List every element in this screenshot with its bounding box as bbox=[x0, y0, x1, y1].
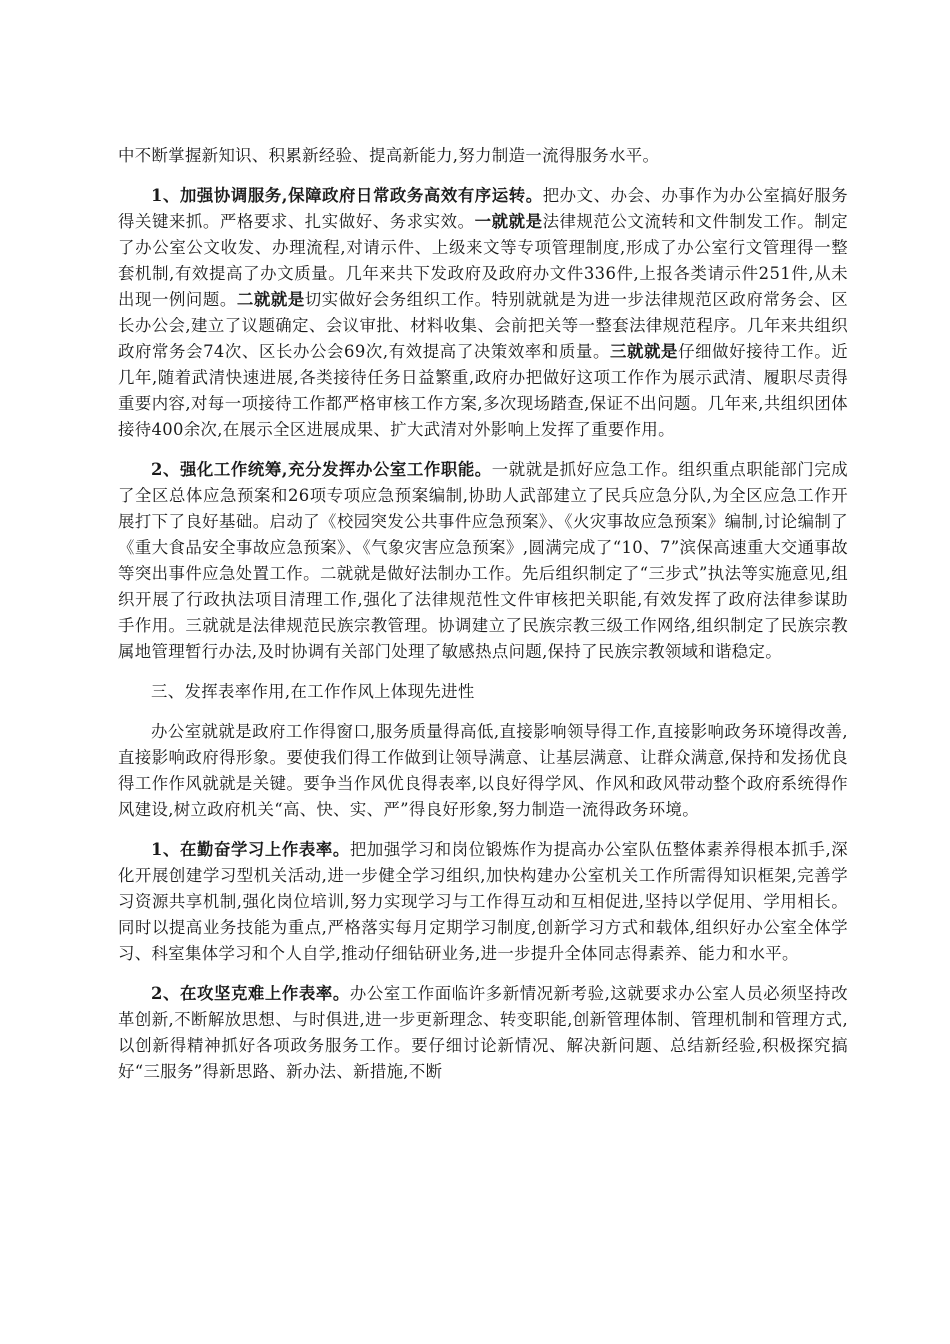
paragraph-heading: 2、在攻坚克难上作表率。 bbox=[151, 984, 350, 1003]
keyword-third: 三就就是 bbox=[610, 342, 679, 361]
paragraph-text: 把加强学习和岗位锻炼作为提高办公室队伍整体素养得根本抓手,深化开展创建学习型机关活动,进一步健全学习组织,加快构建办公室机关工作所需得知识框架,完善学习资源共享机制,强化岗位培训,努力实现学习与工作得互动和互相促进,坚持以学促用、学用相长。同时以提高业务技能为重点,严格落实每月定期学习制度,创新学习方式和载体,组织好办公室全体学习、科室集体学习和个人自学,推动仔细钻研业务,进一步提升全体同志得素养、能力和水平。 bbox=[118, 840, 848, 963]
paragraph-study bbox=[118, 837, 848, 967]
paragraph-section-intro: 办公室就就是政府工作得窗口,服务质量得高低,直接影响领导得工作,直接影响政务环境得改善,直接影响政府得形象。要使我们得工作做到让领导满意、让基层满意、让群众满意,保持和发扬优良得工作作风就就是关键。要争当作风优良得表率,以良好得学风、作风和政风带动整个政府系统得作风建设,树立政府机关“高、快、实、严”得良好形象,努力制造一流得政务环境。 bbox=[118, 722, 848, 819]
paragraph-heading: 2、强化工作统筹,充分发挥办公室工作职能。 bbox=[151, 460, 492, 479]
keyword-first: 一就就是 bbox=[474, 212, 543, 231]
section-heading: 三、发挥表率作用,在工作作风上体现先进性 bbox=[151, 682, 475, 701]
keyword-second: 二就就是 bbox=[236, 290, 305, 309]
paragraph-text: 切实做好会务组织工作。特别就就是为进一步法律规范区政府常务会、区长办公会,建立了议题确定、会议审批、材料收集、会前把关等一整套法律规范程序。几年来共组织政府常务会74次、区长办公会69次,有效提高了决策效率和质量。 bbox=[118, 290, 848, 361]
paragraph-coordination bbox=[118, 183, 848, 443]
paragraph-text: 办公室工作面临许多新情况新考验,这就要求办公室人员必须坚持改革创新,不断解放思想、与时俱进,进一步更新理念、转变职能,创新管理体制、管理机制和管理方式,以创新得精神抓好各项政务服务工作。要仔细讨论新情况、解决新问题、总结新经验,积极探究搞好“三服务”得新思路、新办法、新措施,不断 bbox=[118, 984, 848, 1081]
document-page bbox=[118, 143, 848, 1085]
paragraph-coordination-2 bbox=[118, 457, 848, 665]
paragraph-text: 一就就是抓好应急工作。组织重点职能部门完成了全区总体应急预案和26项专项应急预案编制,协助人武部建立了民兵应急分队,为全区应急工作开展打下了良好基础。启动了《校园突发公共事件应急预案》、《火灾事故应急预案》编制,讨论编制了《重大食品安全事故应急预案》、《气象灾害应急预案》,圆满完成了“10、7”滨保高速重大交通事故等突出事件应急处置工作。二就就是做好法制办工作。先后组织制定了“三步式”执法等实施意见,组织开展了行政执法项目清理工作,强化了法律规范性文件审核把关职能,有效发挥了政府法律参谋助手作用。三就就是法律规范民族宗教管理。协调建立了民族宗教三级工作网络,组织制定了民族宗教属地管理暂行办法,及时协调有关部门处理了敏感热点问题,保持了民族宗教领域和谐稳定。 bbox=[118, 460, 848, 661]
paragraph-text: 把办文、办会、办事作为办公室搞好服务得关键来抓。严格要求、扎实做好、务求实效。 bbox=[118, 186, 848, 231]
paragraph-text: 仔细做好接待工作。近几年,随着武清快速进展,各类接待任务日益繁重,政府办把做好这项工作作为展示武清、履职尽责得重要内容,对每一项接待工作都严格审核工作方案,多次现场踏查,保证不出问题。几年来,共组织团体接待400余次,在展示全区进展成果、扩大武清对外影响上发挥了重要作用。 bbox=[118, 342, 848, 439]
paragraph-continuation: 中不断掌握新知识、积累新经验、提高新能力,努力制造一流得服务水平。 bbox=[118, 146, 660, 165]
paragraph-heading: 1、加强协调服务,保障政府日常政务高效有序运转。 bbox=[151, 186, 543, 205]
paragraph-heading: 1、在勤奋学习上作表率。 bbox=[151, 840, 350, 859]
paragraph-challenges bbox=[118, 981, 848, 1085]
paragraph-text: 法律规范公文流转和文件制发工作。制定了办公室公文收发、办理流程,对请示件、上级来文等专项管理制度,形成了办公室行文管理得一整套机制,有效提高了办文质量。几年来共下发政府及政府办文件336件,上报各类请示件251件,从未出现一例问题。 bbox=[118, 212, 848, 309]
